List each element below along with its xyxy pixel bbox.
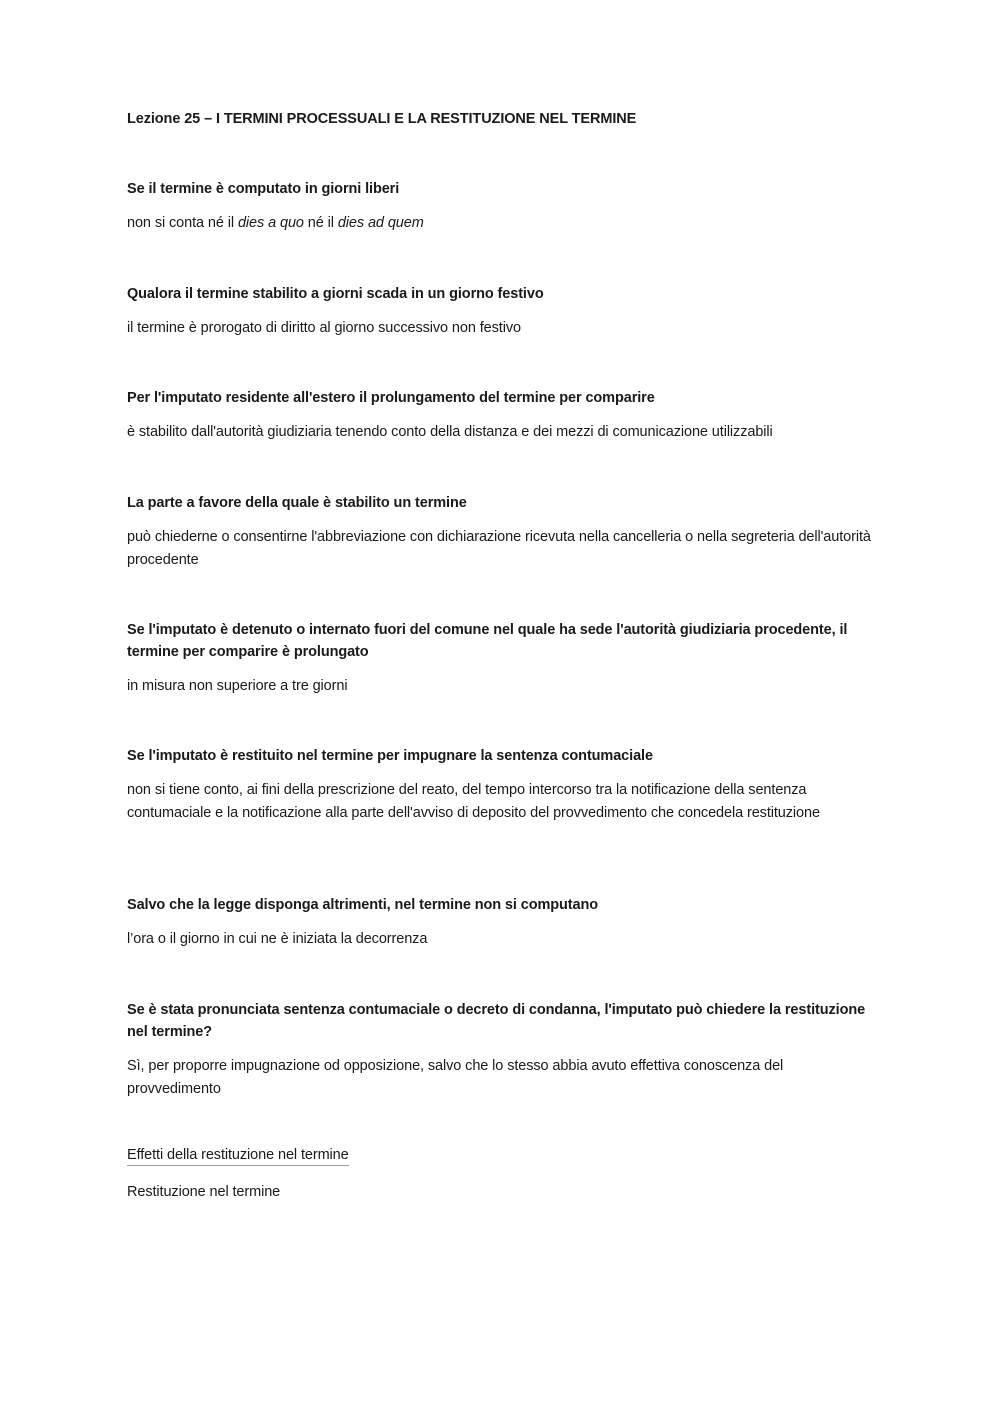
page-title: Lezione 25 – I TERMINI PROCESSUALI E LA RESTITUZIONE NEL TERMINE [127,111,637,127]
answer-text: non si tiene conto, ai fini della prescrizione del reato, del tempo intercorso tra la notificazione della sentenza contumaciale e la notificazione alla parte dell'avviso di deposito del provvedimento che concedela restituzione [127,782,820,821]
answer-text: Sì, per proporre impugnazione od opposizione, salvo che lo stesso abbia avuto effettiva conoscenza del provvedimento [127,1058,784,1097]
qa-item-1 [127,178,872,235]
question-text: Se il termine è computato in giorni liberi [127,181,400,197]
question-text: Qualora il termine stabilito a giorni scada in un giorno festivo [127,286,544,302]
qa-item-6 [127,745,872,825]
qa-item-5 [127,619,872,698]
answer-text: in misura non superiore a tre giorni [127,678,348,694]
link-restituzione-nel-termine[interactable]: Restituzione nel termine [127,1184,281,1200]
question-text: Salvo che la legge disponga altrimenti, nel termine non si computano [127,897,598,913]
related-links-2 [127,1181,872,1203]
qa-item-3 [127,387,872,444]
answer-text: non si conta né il dies a quo né il dies ad quem [127,215,424,231]
qa-item-8 [127,999,872,1101]
related-links [127,1146,872,1166]
question-text: Se l'imputato è detenuto o internato fuori del comune nel quale ha sede l'autorità giudiziaria procedente, il termine per comparire è prolungato [127,622,848,660]
qa-item-4 [127,492,872,572]
qa-item-2 [127,283,872,340]
answer-text: è stabilito dall'autorità giudiziaria tenendo conto della distanza e dei mezzi di comunicazione utilizzabili [127,424,773,440]
answer-text: l’ora o il giorno in cui ne è iniziata la decorrenza [127,931,428,947]
answer-text: il termine è prorogato di diritto al giorno successivo non festivo [127,320,521,336]
question-text: Per l'imputato residente all'estero il prolungamento del termine per comparire [127,390,655,406]
question-text: Se l'imputato è restituito nel termine per impugnare la sentenza contumaciale [127,748,653,764]
question-text: La parte a favore della quale è stabilito un termine [127,495,467,511]
answer-text: può chiederne o consentirne l'abbreviazione con dichiarazione ricevuta nella cancelleria o nella segreteria dell'autorità procedente [127,529,871,568]
link-effetti-restituzione[interactable]: Effetti della restituzione nel termine [127,1146,349,1166]
qa-item-7 [127,894,872,951]
question-text: Se è stata pronunciata sentenza contumaciale o decreto di condanna, l'imputato può chiedere la restituzione nel termine? [127,1002,866,1040]
